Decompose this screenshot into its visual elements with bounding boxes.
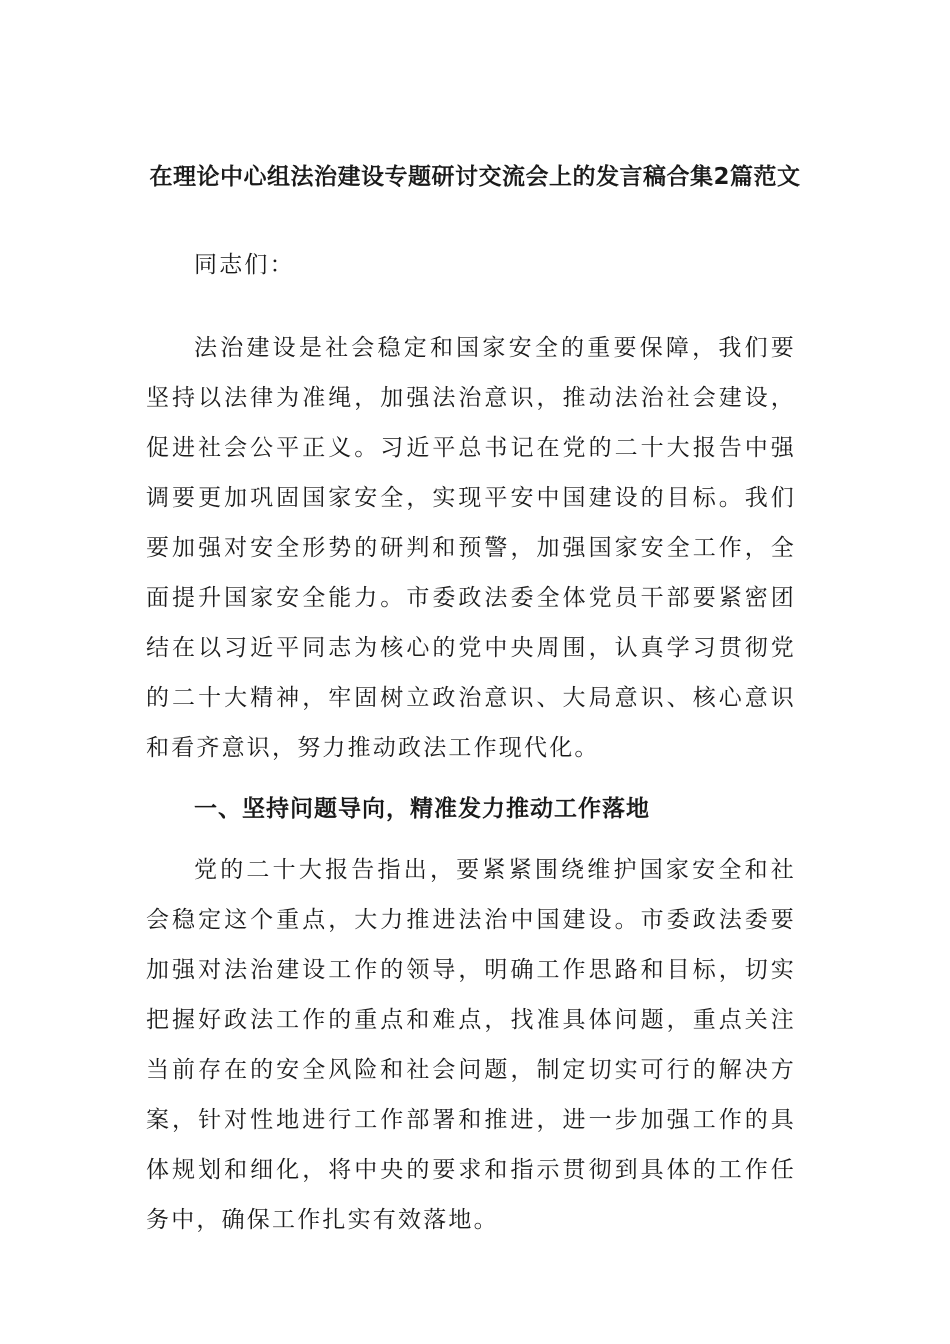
body-paragraph-1: 法治建设是社会稳定和国家安全的重要保障，我们要坚持以法律为准绳，加强法治意识，推动法治社会建设，促进社会公平正义。习近平总书记在党的二十大报告中强调要更加巩固国家安全，实现平安中国建设的目标。我们要加强对安全形势的研判和预警，加强国家安全工作，全面提升国家安全能力。市委政法委全体党员干部要紧密团结在以习近平同志为核心的党中央周围，认真学习贯彻党的二十大精神，牢固树立政治意识、大局意识、核心意识和看齐意识，努力推动政法工作现代化。 bbox=[146, 335, 796, 761]
body-paragraph-2: 党的二十大报告指出，要紧紧围绕维护国家安全和社会稳定这个重点，大力推进法治中国建设。市委政法委要加强对法治建设工作的领导，明确工作思路和目标，切实把握好政法工作的重点和难点，找准具体问题，重点关注当前存在的安全风险和社会问题，制定切实可行的解决方案，针对性地进行工作部署和推进，进一步加强工作的具体规划和细化，将中央的要求和指示贯彻到具体的工作任务中，确保工作扎实有效落地。 bbox=[146, 857, 796, 1233]
document-title: 在理论中心组法治建设专题研讨交流会上的发言稿合集2篇范文 bbox=[149, 164, 801, 190]
salutation: 同志们： bbox=[194, 252, 295, 278]
section-heading-1: 一、坚持问题导向，精准发力推动工作落地 bbox=[194, 796, 650, 822]
